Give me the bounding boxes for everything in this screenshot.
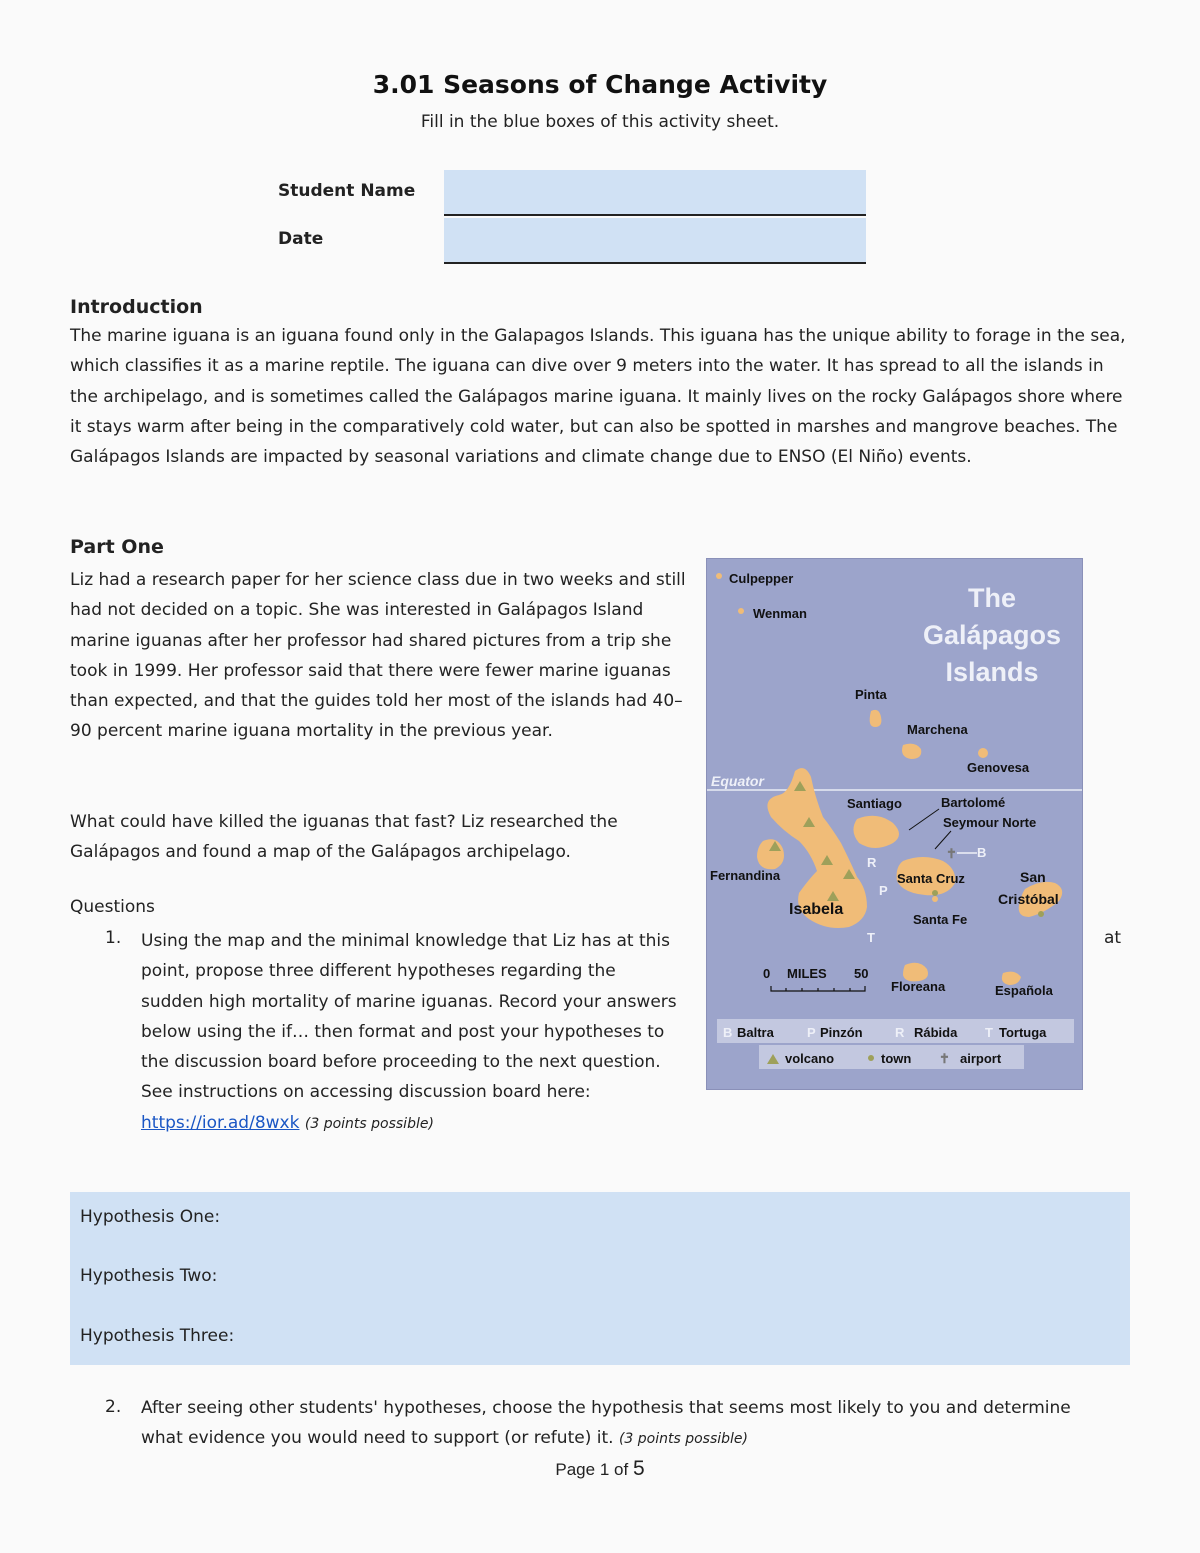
legend-airport: airport xyxy=(960,1051,1002,1066)
genovesa-island xyxy=(978,748,988,758)
page-title: 3.01 Seasons of Change Activity xyxy=(372,70,828,99)
questions-label: Questions xyxy=(70,897,155,917)
introduction-heading: Introduction xyxy=(70,296,203,318)
question-2-body: After seeing other students' hypotheses, choose the hypothesis that seems most likely to you and determine what evidence you would need to support (or refute) it. xyxy=(141,1398,1071,1449)
san-label: San xyxy=(1020,869,1046,885)
date-field[interactable] xyxy=(444,218,866,264)
date-label: Date xyxy=(278,229,324,249)
page-subtitle: Fill in the blue boxes of this activity sheet. xyxy=(420,112,780,132)
tortuga-letter: T xyxy=(867,930,875,945)
pinta-label: Pinta xyxy=(855,687,887,702)
galapagos-map xyxy=(706,558,1083,1090)
town-marker xyxy=(932,890,938,896)
legend-tortuga: Tortuga xyxy=(999,1025,1047,1040)
page-current: 1 xyxy=(599,1460,610,1479)
legend-pinzon: Pinzón xyxy=(820,1025,863,1040)
legend-b-letter: B xyxy=(723,1025,733,1040)
cristobal-label: Cristóbal xyxy=(998,891,1059,907)
isabela-label: Isabela xyxy=(789,901,844,918)
fernandina-label: Fernandina xyxy=(710,868,781,883)
floreana-label: Floreana xyxy=(891,979,946,994)
student-name-field[interactable] xyxy=(444,170,866,216)
legend-r-letter: R xyxy=(895,1025,905,1040)
town-marker xyxy=(1038,911,1044,917)
espanola-label: Española xyxy=(995,983,1053,998)
scale-miles: MILES xyxy=(787,966,827,981)
part-one-paragraph: Liz had a research paper for her science class due in two weeks and still had not decided on a topic. She was interested in Galápagos Island marine iguanas after her professor had shared pictures from a trip she took in 1999. Her professor said that there were fewer marine iguanas than expected, and that the guides told her most of the islands had 40–90 percent marine iguana mortality in the previous year. xyxy=(70,570,686,742)
map-title-line2: Galápagos xyxy=(922,620,1062,650)
santa-fe-island xyxy=(932,896,938,902)
genovesa-label: Genovesa xyxy=(967,760,1030,775)
hypothesis-one-label: Hypothesis One: xyxy=(80,1207,221,1227)
question-1-overflow-word: at xyxy=(1104,928,1122,948)
culpepper-label: Culpepper xyxy=(729,571,794,586)
legend-baltra: Baltra xyxy=(737,1025,774,1040)
page-of: of xyxy=(614,1460,629,1479)
legend-t-letter: T xyxy=(985,1025,993,1040)
wenman-label: Wenman xyxy=(753,606,807,621)
question-1-points: (3 points possible) xyxy=(304,1115,434,1132)
hypothesis-three-label: Hypothesis Three: xyxy=(80,1326,235,1346)
question-1-text xyxy=(141,926,681,1139)
scale-fifty: 50 xyxy=(854,966,869,981)
page-number xyxy=(0,1457,1200,1481)
rabida-letter: R xyxy=(867,855,877,870)
page-total: 5 xyxy=(632,1457,645,1480)
legend-p-letter: P xyxy=(807,1025,816,1040)
legend-airport-icon: ✝ xyxy=(939,1051,950,1066)
baltra-letter: B xyxy=(977,845,987,860)
question-1-body: Using the map and the minimal knowledge that Liz has at this point, propose three different hypotheses regarding the sudden high mortality of marine iguanas. Record your answers below using the if… then format and post your hypotheses to the discussion board before proceeding to the next question. See instructions on accessing discussion board here: xyxy=(141,931,677,1103)
marchena-label: Marchena xyxy=(907,722,968,737)
santa-cruz-label: Santa Cruz xyxy=(897,871,965,886)
map-title-line1: The xyxy=(967,583,1017,613)
santa-fe-label: Santa Fe xyxy=(913,912,968,927)
legend-rabida: Rábida xyxy=(914,1025,958,1040)
santiago-label: Santiago xyxy=(847,796,902,811)
culpepper-island xyxy=(716,573,722,579)
legend-town: town xyxy=(881,1051,912,1066)
discussion-board-link[interactable]: https://ior.ad/8wxk xyxy=(141,1112,300,1133)
equator-label: Equator xyxy=(711,773,764,789)
santiago-island xyxy=(853,816,899,848)
part-one-paragraph-2: What could have killed the iguanas that fast? Liz researched the Galápagos and found a map of the Galápagos archipelago. xyxy=(70,812,618,863)
legend-volcano: volcano xyxy=(785,1051,835,1066)
bartolome-label: Bartolomé xyxy=(941,795,1006,810)
fernandina-island xyxy=(757,839,784,869)
introduction-text: The marine iguana is an iguana found only in the Galapagos Islands. This iguana has the unique ability to forage in the sea, which classifies it as a marine reptile. The iguana can dive over 9 meters into the water. It has spread to all the islands in the archipelago, and is sometimes called the Galápagos marine iguana. It mainly lives on the rocky Galápagos shore where it stays warm after being in the comparatively cold water, but can also be spotted in marshes and mangrove beaches. The Galápagos Islands are impacted by seasonal variations and climate change due to ENSO (El Niño) events. xyxy=(70,326,1126,468)
student-name-label: Student Name xyxy=(278,181,416,201)
question-2-number: 2. xyxy=(105,1397,122,1417)
part-one-heading: Part One xyxy=(70,536,164,558)
map-title-line3: Islands xyxy=(945,657,1039,687)
airport-marker: ✝ xyxy=(946,846,957,861)
seymour-label: Seymour Norte xyxy=(943,815,1037,830)
scale-zero: 0 xyxy=(763,966,771,981)
wenman-island xyxy=(738,608,744,614)
question-1-number: 1. xyxy=(105,928,122,948)
question-2-points: (3 points possible) xyxy=(618,1431,748,1448)
pinta-island xyxy=(870,710,882,727)
pinzon-letter: P xyxy=(879,883,888,898)
hypothesis-two-label: Hypothesis Two: xyxy=(80,1266,218,1286)
page-word: Page xyxy=(555,1460,596,1479)
marchena-island xyxy=(902,744,921,759)
scale-bar xyxy=(771,986,865,991)
legend-town-icon xyxy=(868,1055,874,1061)
question-2-text xyxy=(141,1393,1101,1455)
